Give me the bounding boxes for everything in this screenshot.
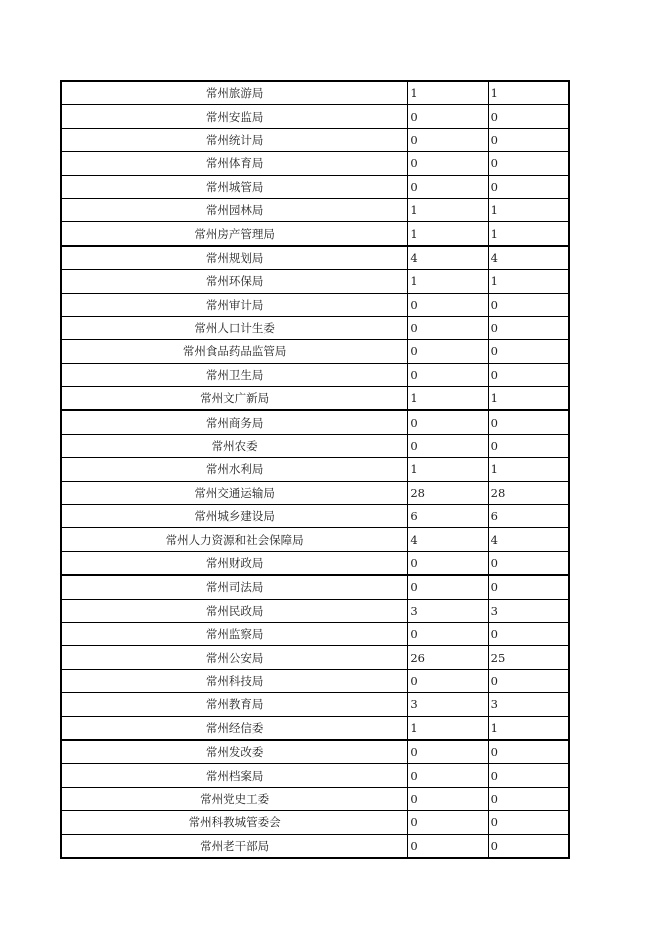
value-a-cell: 4 [408, 528, 488, 551]
table-row [61, 222, 569, 246]
value-b-cell: 1 [488, 387, 569, 411]
value-a-cell: 0 [408, 175, 488, 198]
table-row [61, 128, 569, 151]
value-b-cell: 0 [488, 622, 569, 645]
department-name-cell: 常州安监局 [61, 105, 408, 128]
table-row [61, 363, 569, 386]
department-name-cell: 常州卫生局 [61, 363, 408, 386]
value-a-cell: 0 [408, 410, 488, 434]
table-row [61, 646, 569, 669]
value-a-cell: 0 [408, 787, 488, 810]
department-name-cell: 常州老干部局 [61, 834, 408, 858]
department-name-cell: 常州统计局 [61, 128, 408, 151]
value-b-cell: 0 [488, 293, 569, 316]
value-a-cell: 0 [408, 622, 488, 645]
department-name-cell: 常州科技局 [61, 669, 408, 692]
value-b-cell: 3 [488, 599, 569, 622]
table-row [61, 458, 569, 481]
department-name-cell: 常州城管局 [61, 175, 408, 198]
value-b-cell: 0 [488, 834, 569, 858]
table-row [61, 152, 569, 175]
department-name-cell: 常州规划局 [61, 246, 408, 270]
value-b-cell: 1 [488, 716, 569, 740]
table-row [61, 622, 569, 645]
value-a-cell: 1 [408, 387, 488, 411]
department-name-cell: 常州审计局 [61, 293, 408, 316]
department-name-cell: 常州监察局 [61, 622, 408, 645]
value-b-cell: 6 [488, 505, 569, 528]
table-row [61, 505, 569, 528]
table-row [61, 175, 569, 198]
table-row [61, 716, 569, 740]
value-b-cell: 28 [488, 481, 569, 504]
value-b-cell: 4 [488, 246, 569, 270]
department-name-cell: 常州旅游局 [61, 81, 408, 105]
department-name-cell: 常州科教城管委会 [61, 811, 408, 834]
table-row [61, 81, 569, 105]
department-name-cell: 常州园林局 [61, 198, 408, 221]
value-a-cell: 0 [408, 811, 488, 834]
value-a-cell: 26 [408, 646, 488, 669]
value-a-cell: 1 [408, 716, 488, 740]
department-name-cell: 常州公安局 [61, 646, 408, 669]
department-name-cell: 常州财政局 [61, 551, 408, 575]
value-b-cell: 0 [488, 105, 569, 128]
value-a-cell: 0 [408, 363, 488, 386]
table-row [61, 293, 569, 316]
value-a-cell: 0 [408, 128, 488, 151]
value-b-cell: 1 [488, 458, 569, 481]
department-name-cell: 常州发改委 [61, 740, 408, 764]
department-name-cell: 常州食品药品监管局 [61, 340, 408, 363]
value-b-cell: 0 [488, 410, 569, 434]
value-b-cell: 0 [488, 316, 569, 339]
table-row [61, 693, 569, 716]
value-a-cell: 0 [408, 340, 488, 363]
department-table [60, 80, 570, 859]
table-row [61, 410, 569, 434]
value-a-cell: 0 [408, 105, 488, 128]
table-row [61, 764, 569, 787]
department-name-cell: 常州教育局 [61, 693, 408, 716]
table-row [61, 811, 569, 834]
value-a-cell: 0 [408, 669, 488, 692]
value-b-cell: 0 [488, 363, 569, 386]
value-a-cell: 0 [408, 152, 488, 175]
department-name-cell: 常州档案局 [61, 764, 408, 787]
value-b-cell: 0 [488, 551, 569, 575]
table-row [61, 270, 569, 293]
value-b-cell: 0 [488, 787, 569, 810]
table-row [61, 246, 569, 270]
value-a-cell: 1 [408, 81, 488, 105]
table-row [61, 834, 569, 858]
table-row [61, 387, 569, 411]
value-b-cell: 0 [488, 811, 569, 834]
department-name-cell: 常州水利局 [61, 458, 408, 481]
value-a-cell: 0 [408, 316, 488, 339]
value-b-cell: 1 [488, 222, 569, 246]
table-row [61, 575, 569, 599]
value-b-cell: 1 [488, 81, 569, 105]
department-name-cell: 常州党史工委 [61, 787, 408, 810]
table-row [61, 434, 569, 457]
department-name-cell: 常州农委 [61, 434, 408, 457]
department-name-cell: 常州经信委 [61, 716, 408, 740]
value-a-cell: 0 [408, 740, 488, 764]
department-name-cell: 常州司法局 [61, 575, 408, 599]
value-b-cell: 4 [488, 528, 569, 551]
value-b-cell: 0 [488, 669, 569, 692]
department-name-cell: 常州城乡建设局 [61, 505, 408, 528]
department-name-cell: 常州人口计生委 [61, 316, 408, 339]
value-a-cell: 4 [408, 246, 488, 270]
value-a-cell: 0 [408, 834, 488, 858]
value-a-cell: 0 [408, 575, 488, 599]
table-row [61, 787, 569, 810]
table-row [61, 105, 569, 128]
value-a-cell: 0 [408, 764, 488, 787]
value-a-cell: 3 [408, 599, 488, 622]
department-name-cell: 常州环保局 [61, 270, 408, 293]
value-a-cell: 1 [408, 270, 488, 293]
value-b-cell: 0 [488, 764, 569, 787]
department-name-cell: 常州商务局 [61, 410, 408, 434]
table-row [61, 528, 569, 551]
value-b-cell: 3 [488, 693, 569, 716]
table-row [61, 740, 569, 764]
value-b-cell: 0 [488, 575, 569, 599]
value-a-cell: 3 [408, 693, 488, 716]
value-a-cell: 1 [408, 458, 488, 481]
table-row [61, 669, 569, 692]
value-b-cell: 0 [488, 175, 569, 198]
value-a-cell: 28 [408, 481, 488, 504]
table-body [61, 81, 569, 858]
value-b-cell: 0 [488, 340, 569, 363]
value-b-cell: 0 [488, 152, 569, 175]
table-row [61, 316, 569, 339]
table-row [61, 340, 569, 363]
value-a-cell: 1 [408, 198, 488, 221]
table-row [61, 551, 569, 575]
value-a-cell: 0 [408, 293, 488, 316]
value-b-cell: 1 [488, 198, 569, 221]
value-b-cell: 1 [488, 270, 569, 293]
department-name-cell: 常州体育局 [61, 152, 408, 175]
value-b-cell: 0 [488, 434, 569, 457]
value-b-cell: 0 [488, 740, 569, 764]
department-name-cell: 常州房产管理局 [61, 222, 408, 246]
table-row [61, 599, 569, 622]
value-a-cell: 0 [408, 434, 488, 457]
value-b-cell: 25 [488, 646, 569, 669]
value-b-cell: 0 [488, 128, 569, 151]
department-name-cell: 常州文广新局 [61, 387, 408, 411]
table-row [61, 198, 569, 221]
value-a-cell: 1 [408, 222, 488, 246]
department-name-cell: 常州交通运输局 [61, 481, 408, 504]
department-name-cell: 常州人力资源和社会保障局 [61, 528, 408, 551]
value-a-cell: 6 [408, 505, 488, 528]
value-a-cell: 0 [408, 551, 488, 575]
department-name-cell: 常州民政局 [61, 599, 408, 622]
table-row [61, 481, 569, 504]
